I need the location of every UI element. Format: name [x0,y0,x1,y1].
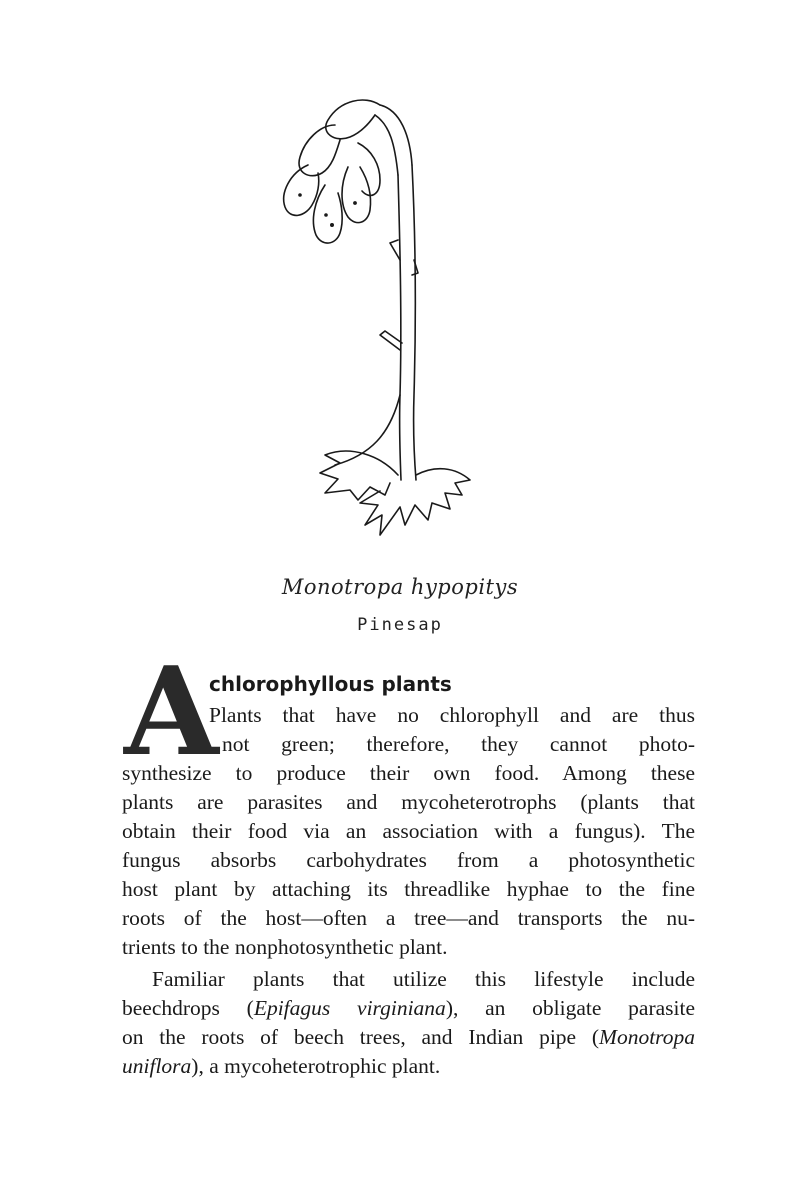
paragraph-line: obtain their food via an association with a fungus). The [122,819,695,843]
paragraph-line: Familiar plants that utilize this lifestyle include [152,967,695,991]
paragraph-line [122,1023,695,1052]
paragraph-line [122,994,695,1023]
entry-term: chlorophyllous plants [209,672,452,696]
text-span: ), a mycoheterotrophic plant. [191,1054,441,1078]
paragraph-line: host plant by attaching its threadlike hyphae to the fine [122,877,695,901]
drop-cap: A [124,639,219,783]
paragraph-line: not green; therefore, they cannot photo- [222,732,695,756]
paragraph-line [122,1052,695,1081]
species-name: Epifagus virginiana [253,996,446,1020]
paragraph-line: fungus absorbs carbohydrates from a photosynthetic [122,848,695,872]
paragraph-line: roots of the host—often a tree—and transports the nu- [122,906,695,930]
text-span: beechdrops ( [122,996,254,1020]
paragraph-line: plants are parasites and mycoheterotrophs (plants that [122,790,695,814]
paragraph-line: trients to the nonphotosynthetic plant. [122,935,448,959]
pinesap-plant-drawing-icon [240,95,560,565]
species-name: Monotropa [599,1025,695,1049]
scientific-name-caption: Monotropa hypopitys [281,575,519,599]
text-span: on the roots of beech trees, and Indian pipe ( [122,1025,600,1049]
paragraph-line: Plants that have no chlorophyll and are thus [209,703,695,727]
common-name-caption: Pinesap [357,615,443,635]
text-span: ), an obligate parasite [445,996,695,1020]
species-name: uniflora [122,1054,192,1078]
paragraph-line: synthesize to produce their own food. Among these [122,761,695,785]
